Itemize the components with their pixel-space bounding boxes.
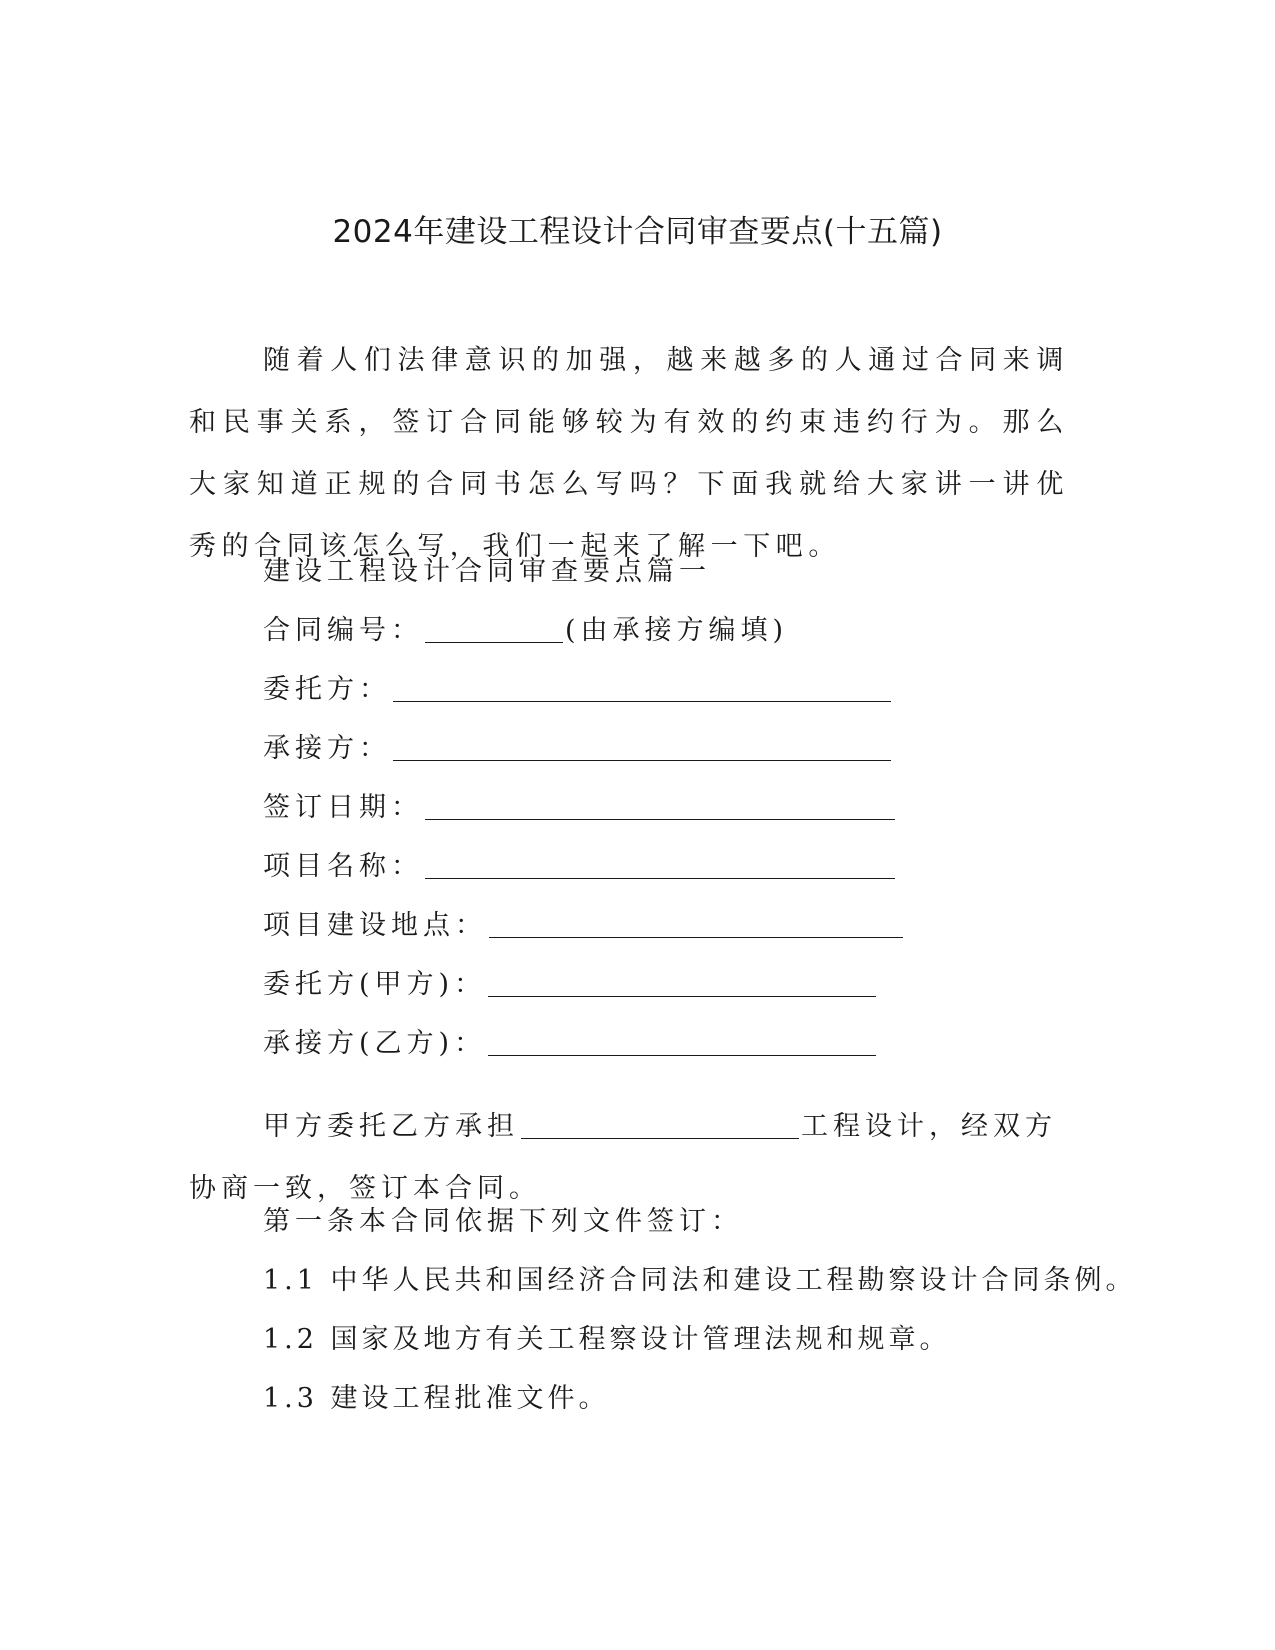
client-label: 委托方： (263, 674, 391, 705)
sign-date-blank (425, 791, 895, 820)
project-name-row (263, 847, 897, 887)
contractor-blank (393, 732, 891, 761)
intro-paragraph: 随着人们法律意识的加强，越来越多的人通过合同来调和民事关系，签订合同能够较为有效的约束违约行为。那么大家知道正规的合同书怎么写吗？下面我就给大家讲一讲优秀的合同该怎么写，我们一起来了解一下吧。 (189, 345, 1069, 562)
project-location-blank (489, 909, 903, 938)
contract-number-row (263, 611, 788, 651)
contractor-row (263, 729, 893, 769)
sign-date-row (263, 788, 897, 828)
item-1-3: 1.3 建设工程批准文件。 (263, 1383, 610, 1414)
contract-number-label: 合同编号： (263, 615, 423, 646)
client-blank (393, 673, 891, 702)
party-b-row (263, 1024, 878, 1064)
client-row (263, 670, 893, 710)
party-b-label: 承接方(乙方)： (263, 1028, 487, 1059)
commission-suffix: 工程设计，经双方协商一致，签订本合同。 (189, 1111, 1057, 1204)
item-1-2: 1.2 国家及地方有关工程察设计管理法规和规章。 (263, 1324, 951, 1355)
project-location-label: 项目建设地点： (263, 910, 487, 941)
party-b-blank (488, 1027, 876, 1056)
project-name-label: 项目名称： (263, 851, 423, 882)
sign-date-label: 签订日期： (263, 792, 423, 823)
contractor-label: 承接方： (263, 733, 391, 764)
contract-number-note: (由承接方编填) (565, 615, 789, 646)
party-a-blank (488, 968, 876, 997)
article-one: 第一条本合同依据下列文件签订： (263, 1206, 743, 1237)
item-1-1: 1.1 中华人民共和国经济合同法和建设工程勘察设计合同条例。 (263, 1265, 1137, 1296)
contract-number-blank (425, 614, 563, 643)
commission-prefix: 甲方委托乙方承担 (263, 1111, 519, 1142)
project-name-blank (425, 850, 895, 879)
commission-blank (521, 1110, 799, 1139)
section-heading: 建设工程设计合同审查要点篇一 (263, 556, 711, 587)
party-a-row (263, 965, 878, 1005)
document-title: 2024年建设工程设计合同审查要点(十五篇) (332, 214, 943, 250)
project-location-row (263, 906, 905, 946)
party-a-label: 委托方(甲方)： (263, 969, 487, 1000)
